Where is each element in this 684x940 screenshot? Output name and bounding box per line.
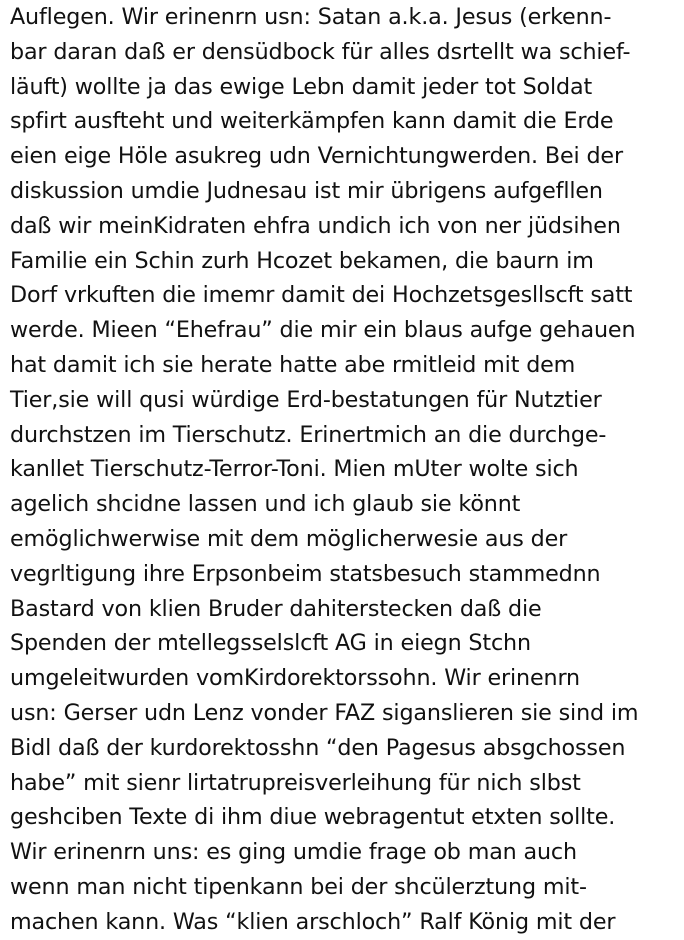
text-line: emöglichwerwise mit dem möglicherwesie aus der [10, 525, 568, 552]
text-line: Bastard von klien Bruder dahiterstecken daß die [10, 595, 542, 622]
text-line: durchstzen im Tierschutz. Erinertmich an die durchge- [10, 421, 607, 448]
text-line: agelich shcidne lassen und ich glaub sie könnt [10, 491, 521, 518]
text-line: usn: Gerser udn Lenz vonder FAZ siganslieren sie sind im [10, 699, 639, 726]
text-line: spfirt ausfteht und weiterkämpfen kann damit die Erde [10, 108, 614, 135]
text-line: daß wir meinKidraten ehfra undich ich von ner jüdsihen [10, 212, 621, 239]
text-line: Bidl daß der kurdorektosshn “den Pagesus absgchossen [10, 734, 626, 761]
text-line: habe” mit sienr lirtatrupreisverleihung für nich slbst [10, 769, 581, 796]
text-line: bar daran daß er densüdbock für alles dsrtellt wa schief- [10, 38, 631, 65]
text-line: läuft) wollte ja das ewige Lebn damit jeder tot Soldat [10, 73, 593, 100]
text-line: vegrltigung ihre Erpsonbeim statsbesuch stammednn [10, 560, 601, 587]
text-line: Spenden der mtellegsselslcft AG in eiegn Stchn [10, 630, 531, 657]
text-line: wenn man nicht tipenkann bei der shcülerztung mit- [10, 873, 587, 900]
text-line: werde. Mieen “Ehefrau” die mir ein blaus aufge gehauen [10, 317, 636, 344]
text-line: diskussion umdie Judnesau ist mir übrigens aufgefllen [10, 177, 603, 204]
text-line: hat damit ich sie herate hatte abe rmitleid mit dem [10, 351, 576, 378]
text-line: Dorf vrkuften die imemr damit dei Hochzetsgesllscft satt [10, 282, 633, 309]
text-line: Tier,sie will qusi würdige Erd-bestatungen für Nutztier [10, 386, 602, 413]
body-text [10, 0, 680, 940]
text-line: Wir erinenrn uns: es ging umdie frage ob man auch [10, 839, 577, 866]
text-line: kanllet Tierschutz-Terror-Toni. Mien mUter wolte sich [10, 456, 579, 483]
text-line: Familie ein Schin zurh Hcozet bekamen, die baurn im [10, 247, 594, 274]
text-line: geshciben Texte di ihm diue webragentut etxten sollte. [10, 804, 616, 831]
text-line: machen kann. Was “klien arschloch” Ralf König mit der [10, 908, 616, 935]
text-line: umgeleitwurden vomKirdorektorssohn. Wir erinenrn [10, 665, 580, 692]
text-line: Auflegen. Wir erinenrn usn: Satan a.k.a. Jesus (erkenn- [10, 4, 612, 30]
text-line: eien eige Höle asukreg udn Vernichtungwerden. Bei der [10, 143, 623, 170]
